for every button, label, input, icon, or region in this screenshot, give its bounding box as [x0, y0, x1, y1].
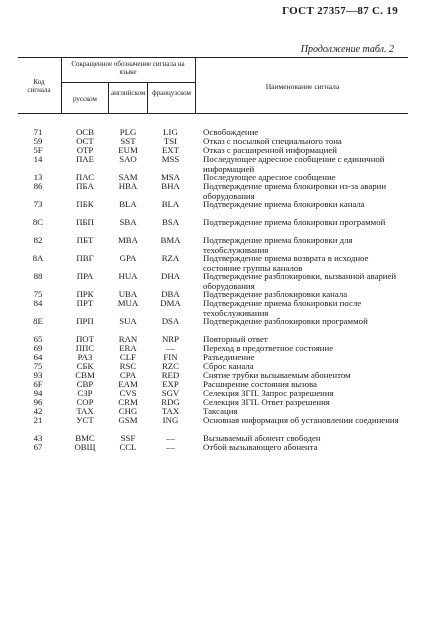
row-french-abbr: RED: [161, 370, 180, 380]
row-english-abbr: UBA: [118, 289, 138, 299]
header-code: Код сигнала: [27, 78, 51, 94]
row-code: 67: [33, 442, 43, 452]
row-russian-abbr: ПОТ: [75, 334, 95, 344]
row-code: 65: [33, 334, 43, 344]
document-reference: ГОСТ 27357—87 С. 19: [282, 5, 398, 17]
row-signal-name: Последующее адресное сообщение с единичной информацией: [203, 154, 385, 174]
row-french-abbr: TSI: [163, 136, 178, 146]
row-russian-abbr: ВМС: [75, 433, 95, 443]
row-english-abbr: CPA: [119, 370, 137, 380]
row-english-abbr: GSM: [118, 415, 138, 425]
row-english-abbr: EAM: [118, 379, 138, 389]
row-russian-abbr: СБК: [76, 361, 94, 371]
row-russian-abbr: СОР: [76, 397, 94, 407]
row-english-abbr: MBA: [117, 235, 139, 245]
row-code: 59: [33, 136, 43, 146]
header-french: французском: [152, 89, 191, 97]
row-signal-name: Селекция ЗГП. Запрос разрешения: [203, 388, 334, 398]
row-code: 71: [33, 127, 43, 137]
row-french-abbr: RZA: [161, 253, 180, 263]
row-code: 94: [33, 388, 43, 398]
row-english-abbr: CHG: [118, 406, 138, 416]
row-english-abbr: MUA: [117, 298, 139, 308]
row-french-abbr: DBA: [161, 289, 180, 299]
row-russian-abbr: СВР: [76, 379, 94, 389]
row-signal-name: Подтверждение разблокировки канала: [203, 289, 348, 299]
row-russian-abbr: ПАС: [75, 172, 95, 182]
row-english-abbr: RAN: [118, 334, 138, 344]
row-code: 14: [33, 154, 43, 164]
row-code: 13: [33, 172, 43, 182]
row-russian-abbr: ПАЕ: [75, 154, 95, 164]
column-divider: [147, 82, 148, 113]
row-english-abbr: HBA: [118, 181, 138, 191]
row-french-abbr: DHA: [160, 271, 181, 281]
row-code: 96: [33, 397, 43, 407]
row-french-abbr: —: [166, 433, 175, 443]
row-signal-name: Подтверждение приема блокировки канала: [203, 199, 365, 209]
row-french-abbr: BHA: [161, 181, 180, 191]
row-signal-name: Последующее адресное сообщение: [203, 172, 336, 182]
row-code: 8E: [33, 316, 43, 326]
row-signal-name: Подтверждение приема блокировки после техобслуживания: [203, 298, 362, 318]
row-english-abbr: CLF: [119, 352, 137, 362]
row-russian-abbr: OTP: [76, 145, 94, 155]
row-code: 82: [33, 235, 43, 245]
column-divider: [61, 57, 62, 113]
row-french-abbr: TAX: [161, 406, 180, 416]
row-code: 5F: [33, 145, 43, 155]
row-french-abbr: —: [166, 442, 175, 452]
row-russian-abbr: СЗР: [77, 388, 93, 398]
row-french-abbr: BSA: [161, 217, 180, 227]
row-russian-abbr: ПБК: [76, 199, 94, 209]
row-signal-name: Подтверждение разблокировки, вызванной аварией оборудования: [203, 271, 397, 291]
row-french-abbr: BMA: [160, 235, 181, 245]
row-english-abbr: PLG: [119, 127, 137, 137]
row-french-abbr: FIN: [163, 352, 178, 362]
row-code: 6F: [33, 379, 43, 389]
row-russian-abbr: ПБП: [76, 217, 94, 227]
table-top-rule: [18, 57, 408, 58]
row-french-abbr: SGV: [161, 388, 180, 398]
row-french-abbr: RZC: [161, 361, 180, 371]
row-english-abbr: SST: [120, 136, 136, 146]
column-divider: [108, 82, 109, 113]
row-english-abbr: CVS: [119, 388, 137, 398]
row-russian-abbr: OCT: [76, 136, 94, 146]
row-code: 64: [33, 352, 43, 362]
row-russian-abbr: OCB: [75, 127, 95, 137]
row-english-abbr: SSF: [120, 433, 136, 443]
row-russian-abbr: PA3: [77, 352, 93, 362]
row-code: 88: [33, 271, 43, 281]
table-header-rule: [18, 113, 408, 114]
row-code: 42: [33, 406, 43, 416]
row-code: 86: [33, 181, 43, 191]
row-english-abbr: ERA: [119, 343, 137, 353]
row-signal-name: Расширение состояния вызова: [203, 379, 317, 389]
row-russian-abbr: TAX: [76, 406, 94, 416]
header-english: английском: [111, 89, 146, 97]
row-french-abbr: DSA: [161, 316, 180, 326]
row-english-abbr: HUA: [118, 271, 138, 281]
row-english-abbr: SBA: [119, 217, 137, 227]
row-french-abbr: BLA: [161, 199, 180, 209]
row-russian-abbr: ПРТ: [76, 298, 94, 308]
row-russian-abbr: ОВЩ: [74, 442, 96, 452]
row-french-abbr: MSA: [160, 172, 181, 182]
row-russian-abbr: ПРА: [76, 271, 94, 281]
row-signal-name: Подтверждение приема блокировки для техобслуживания: [203, 235, 353, 255]
row-code: 93: [33, 370, 43, 380]
header-abbreviation-group: Сокращенное обозначение сигнала на языке: [71, 60, 185, 76]
row-english-abbr: RSC: [119, 361, 137, 371]
header-signal-name: Наименование сигнала: [265, 82, 340, 91]
row-signal-name: Повторный ответ: [203, 334, 268, 344]
row-french-abbr: —: [166, 343, 175, 353]
row-signal-name: Разъединение: [203, 352, 255, 362]
row-english-abbr: BLA: [119, 199, 137, 209]
row-signal-name: Подтверждение приема блокировки из-за аварии оборудования: [203, 181, 387, 201]
row-code: 43: [33, 433, 43, 443]
row-french-abbr: LIG: [163, 127, 178, 137]
row-code: 8A: [32, 253, 44, 263]
row-english-abbr: SAO: [119, 154, 137, 164]
row-french-abbr: EXT: [161, 145, 180, 155]
row-signal-name: Основная информация об установлении соединения: [203, 415, 399, 425]
row-signal-name: Переход в предответное состояние: [203, 343, 334, 353]
row-code: 21: [33, 415, 43, 425]
row-french-abbr: DMA: [160, 298, 181, 308]
row-signal-name: Подтверждение приема возврата в исходное состояние группы каналов: [203, 253, 369, 273]
row-french-abbr: ING: [162, 415, 179, 425]
row-code: 8C: [32, 217, 44, 227]
row-french-abbr: NRP: [161, 334, 180, 344]
row-french-abbr: EXP: [162, 379, 179, 389]
row-russian-abbr: ПРП: [76, 316, 94, 326]
row-russian-abbr: ПВГ: [76, 253, 94, 263]
row-russian-abbr: ПРК: [76, 289, 94, 299]
row-code: 75: [33, 361, 43, 371]
row-signal-name: Таксация: [203, 406, 238, 416]
row-english-abbr: CRM: [118, 397, 138, 407]
column-divider: [195, 57, 196, 113]
row-russian-abbr: ППС: [75, 343, 95, 353]
row-english-abbr: EUM: [118, 145, 138, 155]
row-signal-name: Снятие трубки вызываемым абонентом: [203, 370, 351, 380]
row-code: 73: [33, 199, 43, 209]
row-russian-abbr: СВМ: [75, 370, 95, 380]
row-french-abbr: RDG: [161, 397, 180, 407]
row-french-abbr: MSS: [161, 154, 180, 164]
row-russian-abbr: ПБТ: [76, 235, 94, 245]
row-signal-name: Сброс канала: [203, 361, 254, 371]
row-code: 69: [33, 343, 43, 353]
row-signal-name: Подтверждение разблокировки программой: [203, 316, 368, 326]
row-signal-name: Селекция ЗГП. Ответ разрешения: [203, 397, 330, 407]
row-signal-name: Подтверждение приема блокировки программой: [203, 217, 386, 227]
row-signal-name: Вызываемый абонент свободен: [203, 433, 321, 443]
row-english-abbr: SUA: [119, 316, 137, 326]
row-signal-name: Отбой вызывающего абонента: [203, 442, 318, 452]
table-continuation-label: Продолжение табл. 2: [300, 44, 394, 55]
row-russian-abbr: УСТ: [76, 415, 94, 425]
row-signal-name: Отказ с посылкой специального тона: [203, 136, 342, 146]
row-code: 84: [33, 298, 43, 308]
row-signal-name: Отказ с расширенной информацией: [203, 145, 337, 155]
row-signal-name: Освобождение: [203, 127, 259, 137]
row-code: 75: [33, 289, 43, 299]
row-english-abbr: CCL: [119, 442, 137, 452]
row-english-abbr: SAM: [118, 172, 138, 182]
row-english-abbr: GPA: [119, 253, 137, 263]
row-russian-abbr: ПБА: [76, 181, 94, 191]
header-russian: русском: [73, 95, 97, 103]
subheader-rule: [61, 82, 195, 83]
